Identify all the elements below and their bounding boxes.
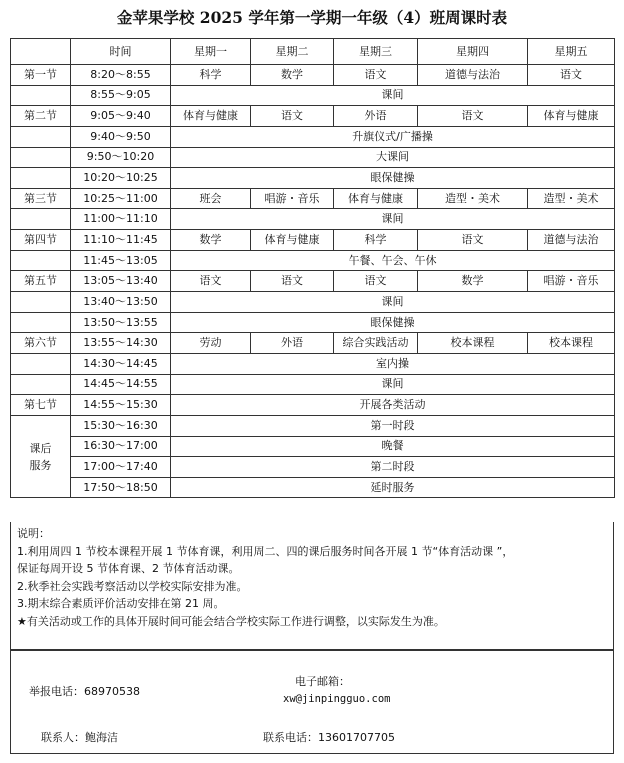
class-cell: 道德与法治 [418, 65, 528, 86]
period-cell: 第七节 [11, 395, 71, 416]
table-row [11, 436, 615, 457]
class-cell: 校本课程 [528, 333, 615, 354]
time-cell: 10:25～11:00 [71, 188, 171, 209]
table-row [11, 250, 615, 271]
table-row [11, 374, 615, 395]
class-cell: 体育与健康 [171, 106, 251, 127]
class-cell: 体育与健康 [334, 188, 418, 209]
class-cell: 语文 [334, 65, 418, 86]
time-cell: 14:45～14:55 [71, 374, 171, 395]
header-thursday: 星期四 [418, 39, 528, 65]
class-cell: 综合实践活动 [334, 333, 418, 354]
activity-cell: 开展各类活动 [171, 395, 615, 416]
period-cell: 第二节 [11, 106, 71, 127]
table-row [11, 147, 615, 168]
table-row [11, 106, 615, 127]
class-cell: 体育与健康 [528, 106, 615, 127]
table-row [11, 395, 615, 416]
period-cell: 第三节 [11, 188, 71, 209]
schedule-table [10, 38, 615, 498]
table-row [11, 353, 615, 374]
header-time: 时间 [71, 39, 171, 65]
note-line: 保证每周开设 5 节体育课、2 节体育活动课。 [17, 562, 240, 575]
class-cell: 数学 [171, 230, 251, 251]
period-cell: 第一节 [11, 65, 71, 86]
class-cell: 唱游・音乐 [528, 271, 615, 292]
time-cell: 11:00～11:10 [71, 209, 171, 230]
header-corner [11, 39, 71, 65]
notes-section [10, 522, 614, 650]
after-school-label-line1: 课后 [29, 441, 52, 455]
activity-cell: 第二时段 [171, 457, 615, 478]
email-label: 电子邮箱： [295, 675, 350, 688]
time-cell: 11:45～13:05 [71, 250, 171, 271]
time-cell: 15:30～16:30 [71, 415, 171, 436]
activity-cell: 升旗仪式/广播操 [171, 126, 615, 147]
activity-cell: 延时服务 [171, 477, 615, 498]
table-row [11, 415, 615, 436]
table-row [11, 457, 615, 478]
time-cell: 16:30～17:00 [71, 436, 171, 457]
contact-phone: 联系电话：13601707705 [263, 731, 395, 744]
time-cell: 17:50～18:50 [71, 477, 171, 498]
time-cell: 8:20～8:55 [71, 65, 171, 86]
email-address: xw@jinpingguo.com [283, 693, 391, 705]
note-line: 3.期末综合素质评价活动安排在第 21 周。 [17, 597, 225, 610]
period-cell: 第四节 [11, 230, 71, 251]
activity-cell: 课间 [171, 85, 615, 106]
after-school-label-line2: 服务 [29, 458, 52, 472]
table-row [11, 271, 615, 292]
table-row [11, 126, 615, 147]
class-cell: 数学 [418, 271, 528, 292]
time-cell: 14:55～15:30 [71, 395, 171, 416]
activity-cell: 课间 [171, 292, 615, 313]
notes-heading: 说明： [17, 527, 50, 540]
period-cell [11, 292, 71, 313]
table-row [11, 292, 615, 313]
class-cell: 道德与法治 [528, 230, 615, 251]
table-row [11, 312, 615, 333]
class-cell: 校本课程 [418, 333, 528, 354]
period-cell [11, 250, 71, 271]
table-row [11, 333, 615, 354]
class-cell: 语文 [418, 106, 528, 127]
activity-cell: 眼保健操 [171, 312, 615, 333]
class-cell: 造型・美术 [528, 188, 615, 209]
table-row [11, 477, 615, 498]
class-cell: 语文 [171, 271, 251, 292]
class-cell: 语文 [528, 65, 615, 86]
class-cell: 班会 [171, 188, 251, 209]
activity-cell: 午餐、午会、午休 [171, 250, 615, 271]
class-cell: 语文 [334, 271, 418, 292]
table-row [11, 168, 615, 189]
time-cell: 14:30～14:45 [71, 353, 171, 374]
period-cell: 第六节 [11, 333, 71, 354]
class-cell: 劳动 [171, 333, 251, 354]
activity-cell: 室内操 [171, 353, 615, 374]
time-cell: 8:55～9:05 [71, 85, 171, 106]
table-row [11, 85, 615, 106]
class-cell: 语文 [251, 271, 334, 292]
header-tuesday: 星期二 [251, 39, 334, 65]
class-cell: 唱游・音乐 [251, 188, 334, 209]
table-row [11, 209, 615, 230]
table-row [11, 65, 615, 86]
table-row [11, 188, 615, 209]
report-phone: 举报电话：68970538 [29, 685, 140, 698]
time-cell: 11:10～11:45 [71, 230, 171, 251]
class-cell: 语文 [418, 230, 528, 251]
page-title: 金苹果学校 2025 学年第一学期一年级（4）班周课时表 [116, 8, 508, 27]
table-row [11, 230, 615, 251]
time-cell: 13:55～14:30 [71, 333, 171, 354]
time-cell: 13:50～13:55 [71, 312, 171, 333]
class-cell: 科学 [171, 65, 251, 86]
note-line: 2.秋季社会实践考察活动以学校实际安排为准。 [17, 579, 248, 593]
activity-cell: 大课间 [171, 147, 615, 168]
activity-cell: 课间 [171, 374, 615, 395]
class-cell: 数学 [251, 65, 334, 86]
footer-section [10, 650, 614, 754]
contact-person: 联系人：鲍海洁 [41, 731, 118, 744]
time-cell: 13:40～13:50 [71, 292, 171, 313]
period-cell [11, 126, 71, 147]
activity-cell: 第一时段 [171, 415, 615, 436]
time-cell: 10:20～10:25 [71, 168, 171, 189]
period-cell [11, 209, 71, 230]
time-cell: 17:00～17:40 [71, 457, 171, 478]
activity-cell: 晚餐 [171, 436, 615, 457]
after-school-period-cell [11, 415, 71, 498]
period-cell [11, 353, 71, 374]
header-wednesday: 星期三 [334, 39, 418, 65]
period-cell: 第五节 [11, 271, 71, 292]
period-cell [11, 85, 71, 106]
class-cell: 外语 [251, 333, 334, 354]
period-cell [11, 312, 71, 333]
header-monday: 星期一 [171, 39, 251, 65]
period-cell [11, 374, 71, 395]
class-cell: 语文 [251, 106, 334, 127]
period-cell [11, 168, 71, 189]
class-cell: 科学 [334, 230, 418, 251]
note-line: 1.利用周四 1 节校本课程开展 1 节体育课，利用周二、四的课后服务时间各开展 1 节“体育活动课 ”， [17, 544, 514, 558]
note-line: ★有关活动或工作的具体开展时间可能会结合学校实际工作进行调整，以实际发生为准。 [17, 614, 445, 628]
activity-cell: 课间 [171, 209, 615, 230]
time-cell: 13:05～13:40 [71, 271, 171, 292]
period-cell [11, 147, 71, 168]
header-row [11, 39, 615, 65]
activity-cell: 眼保健操 [171, 168, 615, 189]
time-cell: 9:05～9:40 [71, 106, 171, 127]
class-cell: 造型・美术 [418, 188, 528, 209]
class-cell: 体育与健康 [251, 230, 334, 251]
header-friday: 星期五 [528, 39, 615, 65]
time-cell: 9:50～10:20 [71, 147, 171, 168]
time-cell: 9:40～9:50 [71, 126, 171, 147]
class-cell: 外语 [334, 106, 418, 127]
